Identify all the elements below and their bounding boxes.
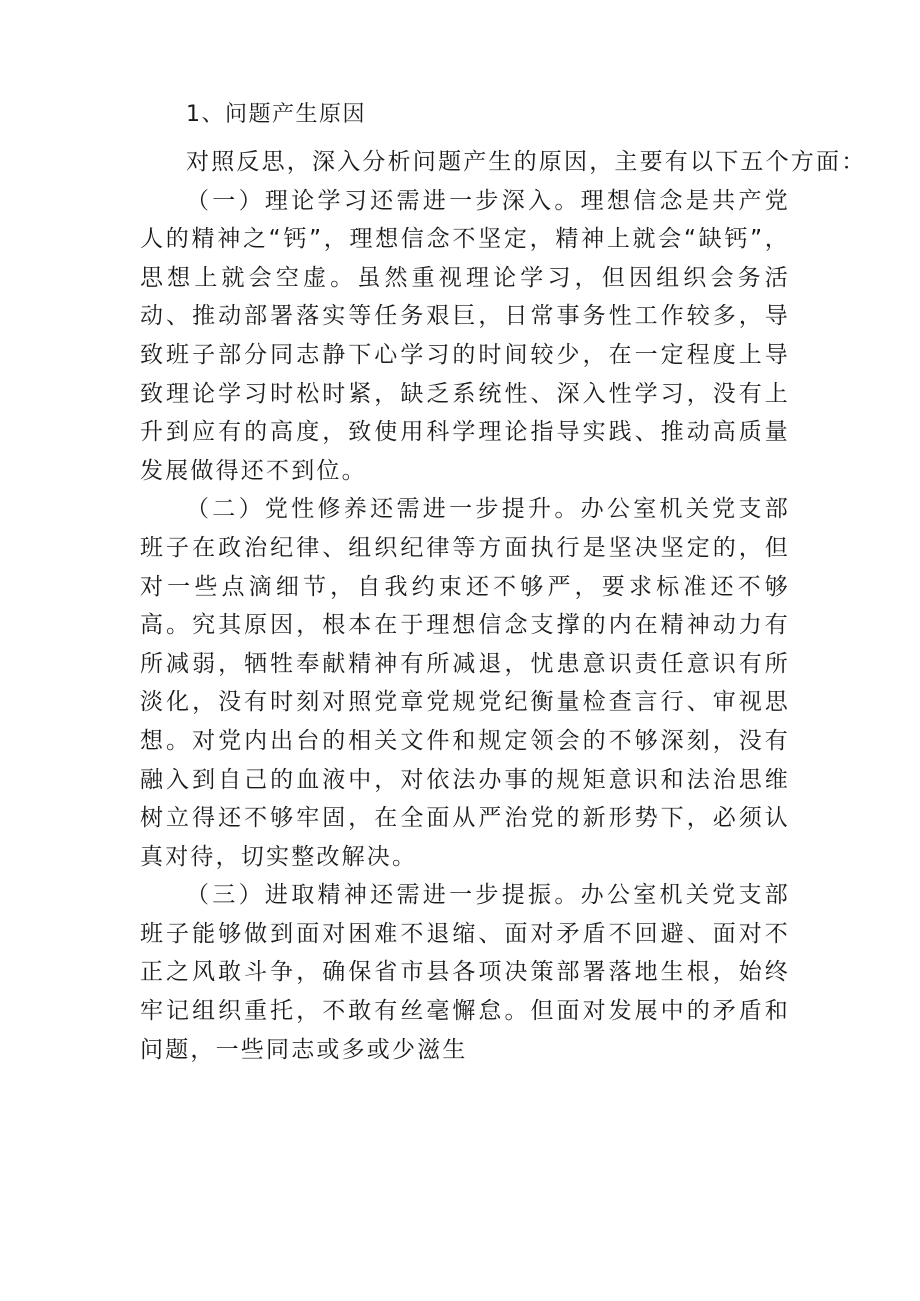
document-body	[140, 96, 867, 1069]
paragraph-theory-study: （一）理论学习还需进一步深入。理想信念是共产党人的精神之“钙”，理想信念不坚定，精神上就会“缺钙”，思想上就会空虚。虽然重视理论学习，但因组织会务活动、推动部署落实等任务艰巨，日常事务性工作较多，导致班子部分同志静下心学习的时间较少，在一定程度上导致理论学习时松时紧，缺乏系统性、深入性学习，没有上升到应有的高度，致使用科学理论指导实践、推动高质量发展做得还不到位。	[140, 187, 790, 484]
section-heading: 1、问题产生原因	[186, 102, 366, 127]
intro-paragraph: 对照反思，深入分析问题产生的原因，主要有以下五个方面：	[186, 149, 867, 175]
paragraph-party-spirit: （二）党性修养还需进一步提升。办公室机关党支部班子在政治纪律、组织纪律等方面执行是坚决坚定的，但对一些点滴细节，自我约束还不够严，要求标准还不够高。究其原因，根本在于理想信念支撑的内在精神动力有所减弱，牺牲奉献精神有所减退，忧患意识责任意识有所淡化，没有时刻对照党章党规党纪衡量检查言行、审视思想。对党内出台的相关文件和规定领会的不够深刻，没有融入到自己的血液中，对依法办事的规矩意识和法治思维树立得还不够牢固，在全面从严治党的新形势下，必须认真对待，切实整改解决。	[140, 496, 790, 870]
paragraph-enterprising-spirit: （三）进取精神还需进一步提振。办公室机关党支部班子能够做到面对困难不退缩、面对矛盾不回避、面对不正之风敢斗争，确保省市县各项决策部署落地生根，始终牢记组织重托，不敢有丝毫懈怠。但面对发展中的矛盾和问题，一些同志或多或少滋生	[140, 882, 790, 1063]
